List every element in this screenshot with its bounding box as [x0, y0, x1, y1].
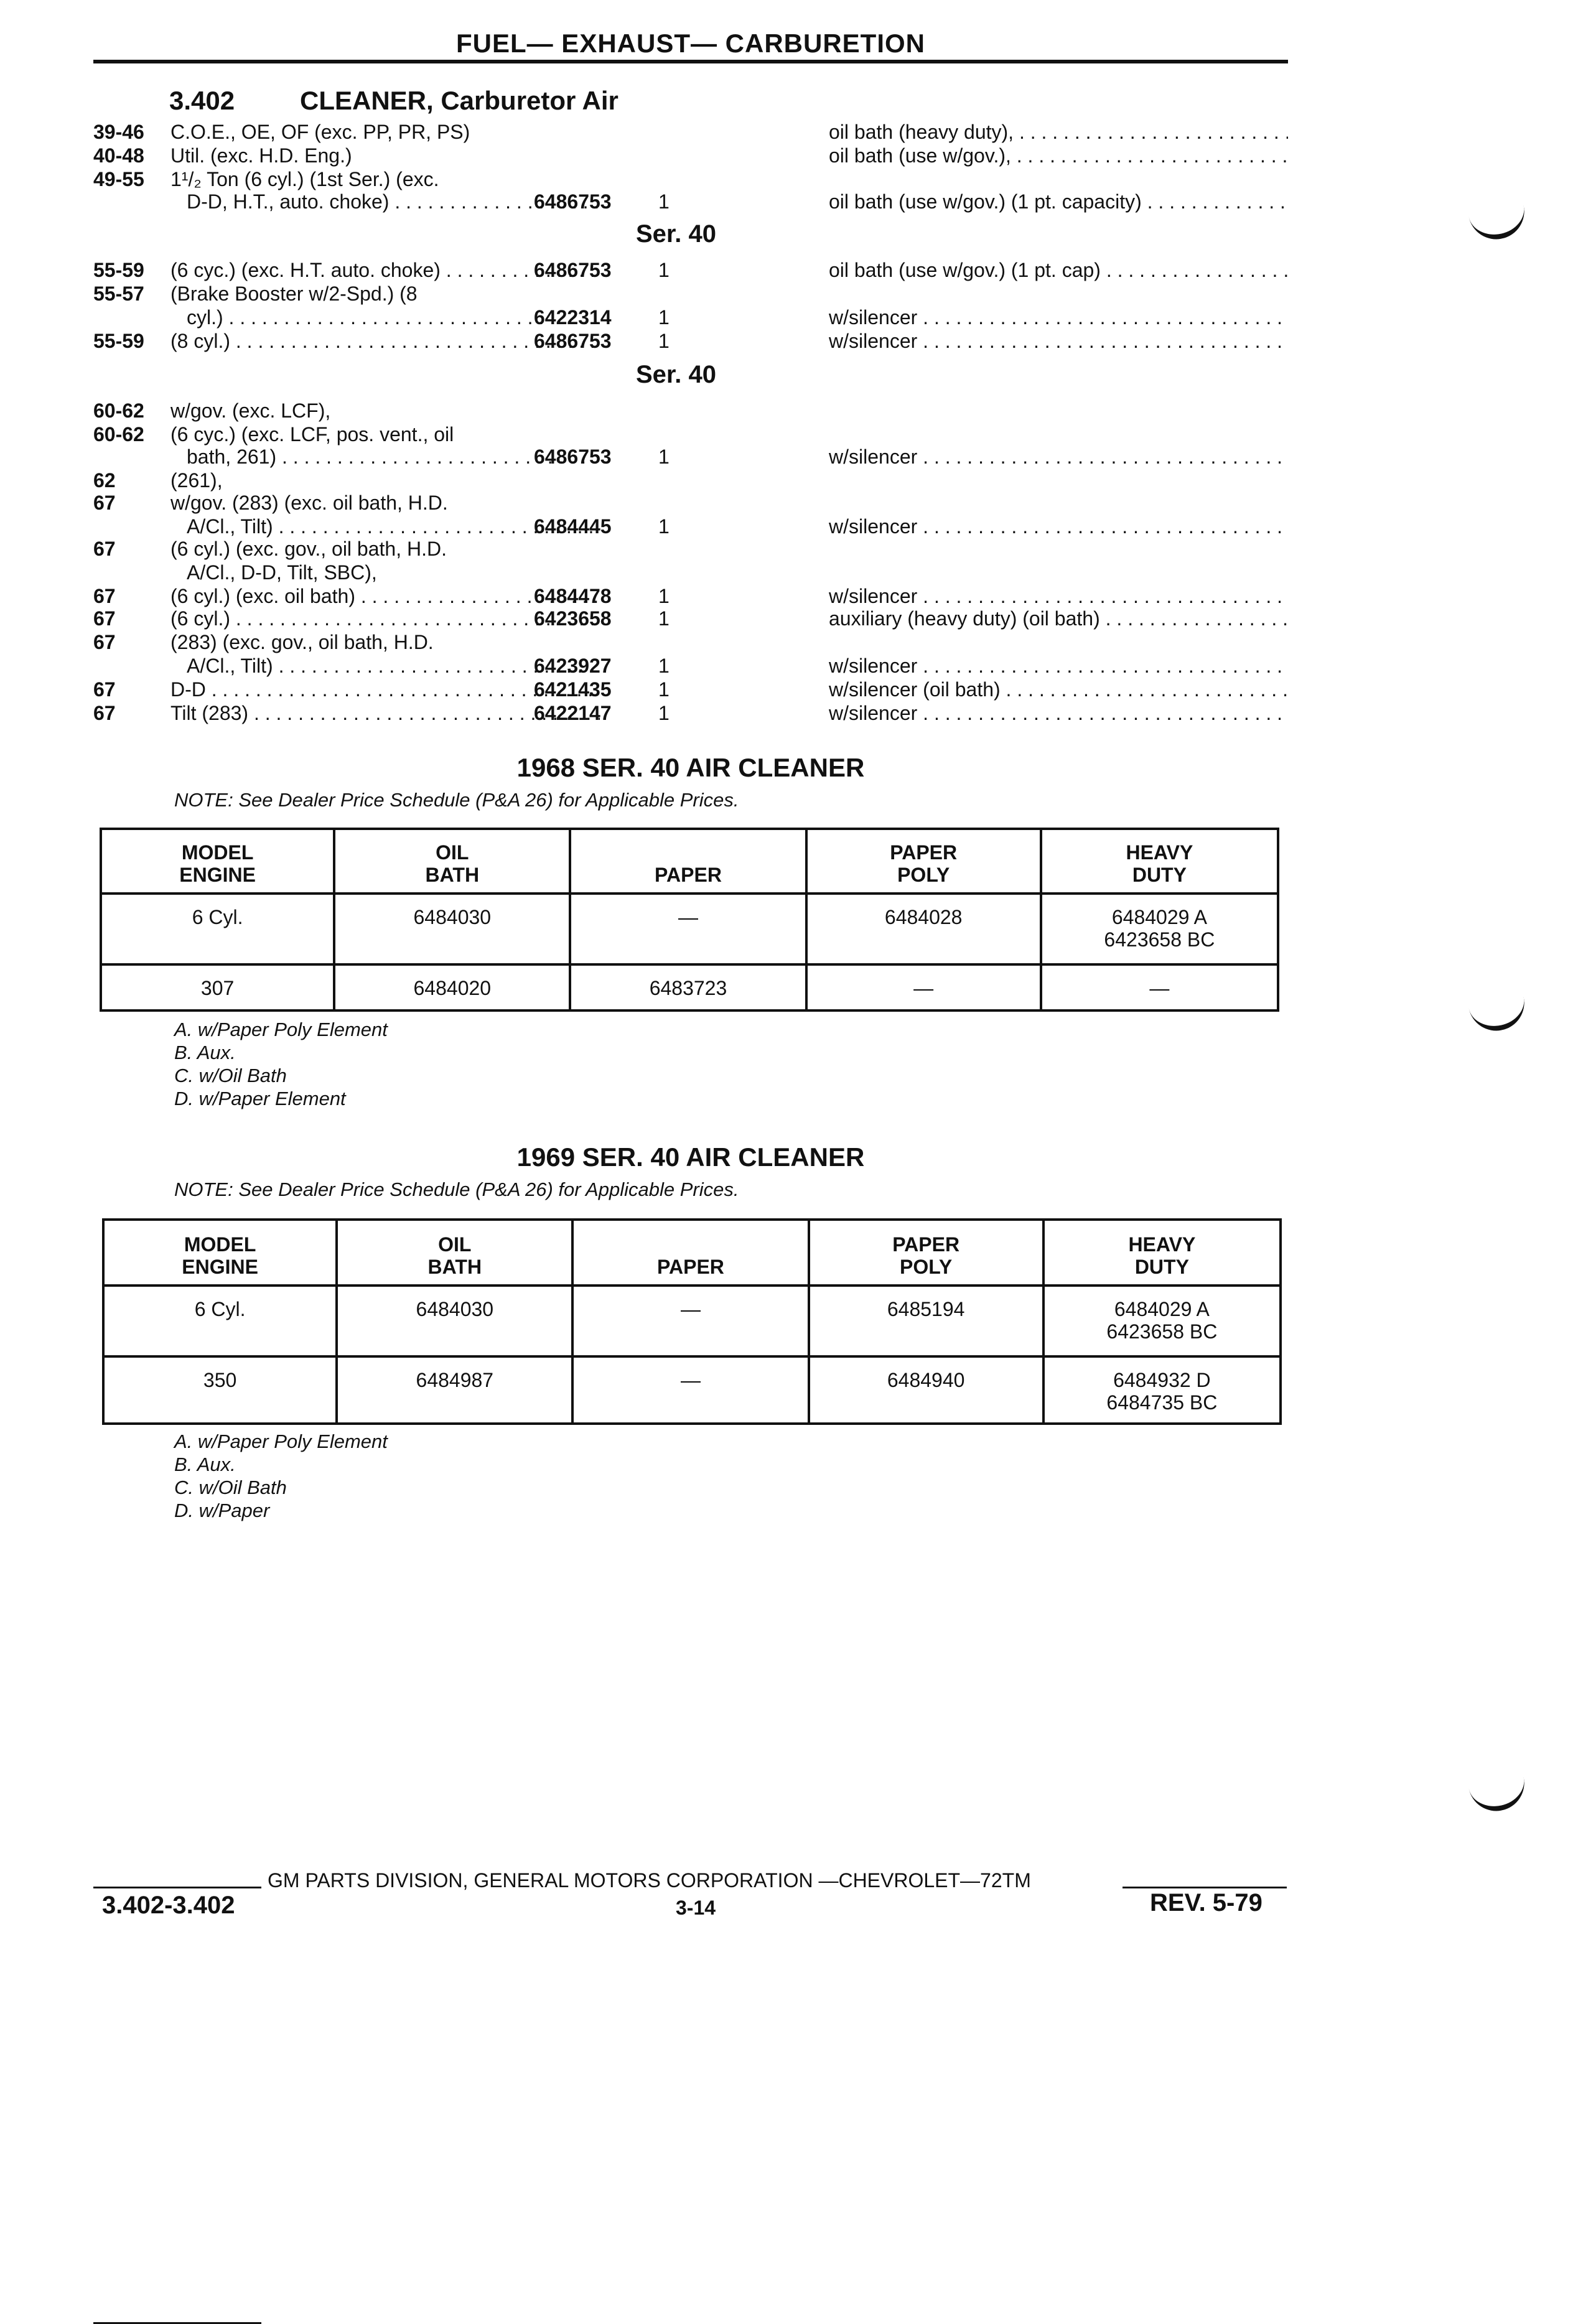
parts-remarks: w/silencer . . .	[829, 515, 1288, 538]
parts-qty: 1	[658, 446, 670, 468]
col-heavy-duty: HEAVY DUTY	[1043, 1220, 1281, 1286]
col-oil-bath: OIL BATH	[337, 1220, 572, 1286]
parts-remarks: oil bath (use w/gov.), . . .	[829, 144, 1288, 167]
parts-remarks: w/silencer . . .	[829, 655, 1288, 677]
section-heading	[169, 86, 618, 116]
cell-oil-bath: 6484030	[337, 1286, 572, 1356]
binder-hole-mark-2	[1468, 995, 1529, 1036]
parts-description: bath, 261) . . .	[187, 446, 600, 468]
parts-description: (283) (exc. gov., oil bath, H.D.	[170, 631, 434, 653]
parts-remarks: w/silencer . . .	[829, 702, 1288, 724]
parts-row	[93, 469, 1288, 492]
parts-row	[93, 561, 1288, 584]
cell-paper: —	[572, 1356, 808, 1424]
parts-number: 6486753	[534, 190, 612, 213]
table-1969-note: NOTE: See Dealer Price Schedule (P&A 26) for Applicable Prices.	[174, 1178, 739, 1200]
parts-qty: 1	[658, 306, 670, 329]
parts-row	[93, 144, 1288, 167]
parts-description: 1¹/₂ Ton (6 cyl.) (1st Ser.) (exc.	[170, 168, 439, 190]
parts-remarks: oil bath (use w/gov.) (1 pt. capacity) . . .	[829, 190, 1288, 213]
parts-description: A/Cl., D-D, Tilt, SBC),	[187, 561, 377, 584]
binder-hole-mark-3	[1468, 1775, 1529, 1816]
parts-description: (6 cyl.) (exc. oil bath) . . .	[170, 585, 600, 607]
cell-paper: —	[572, 1286, 808, 1356]
parts-row	[93, 585, 1288, 607]
table-1968-note: NOTE: See Dealer Price Schedule (P&A 26) for Applicable Prices.	[174, 789, 739, 811]
parts-description: C.O.E., OE, OF (exc. PP, PR, PS)	[170, 121, 470, 143]
parts-year: 67	[93, 631, 116, 653]
parts-description: cyl.) . . .	[187, 306, 600, 329]
parts-description: A/Cl., Tilt) . . .	[187, 515, 600, 538]
table-1968-title: 1968 SER. 40 AIR CLEANER	[516, 753, 865, 782]
parts-year: 39-46	[93, 121, 144, 143]
parts-remarks: w/silencer . . .	[829, 330, 1288, 352]
parts-year: 55-57	[93, 282, 144, 305]
cell-paper: 6483723	[570, 964, 806, 1010]
parts-row	[93, 678, 1288, 701]
cell-paper-poly: 6484940	[809, 1356, 1043, 1424]
cell-heavy-duty: 6484029 A 6423658 BC	[1043, 1286, 1281, 1356]
cell-engine: 350	[103, 1356, 337, 1424]
parts-qty: 1	[658, 190, 670, 213]
parts-description: (6 cyc.) (exc. H.T. auto. choke) . . .	[170, 259, 600, 281]
parts-number: 6422314	[534, 306, 612, 329]
parts-description: (6 cyc.) (exc. LCF, pos. vent., oil	[170, 423, 454, 446]
parts-year: 60-62	[93, 423, 144, 446]
parts-description: D-D . . .	[170, 678, 600, 701]
parts-description: (8 cyl.) . . .	[170, 330, 600, 352]
cell-paper-poly: 6485194	[809, 1286, 1043, 1356]
footer-rule-right-line	[1123, 1887, 1287, 1888]
footer-publisher: GM PARTS DIVISION, GENERAL MOTORS CORPORATION —CHEVROLET—72TM	[268, 1869, 1031, 1892]
col-heavy-duty: HEAVY DUTY	[1041, 829, 1278, 894]
parts-row	[93, 306, 1288, 329]
col-oil-bath: OIL BATH	[334, 829, 570, 894]
parts-qty: 1	[658, 585, 670, 607]
cell-oil-bath: 6484030	[334, 894, 570, 964]
cell-paper-poly: —	[806, 964, 1041, 1010]
parts-year: 67	[93, 607, 116, 630]
footer-section-range: 3.402-3.402	[102, 1892, 235, 1919]
parts-qty: 1	[658, 655, 670, 677]
col-paper-poly: PAPER POLY	[806, 829, 1041, 894]
parts-year: 67	[93, 538, 116, 560]
parts-description: Tilt (283) . . .	[170, 702, 600, 724]
parts-description: D-D, H.T., auto. choke) . . .	[187, 190, 600, 213]
air-cleaner-table-1968	[100, 828, 1279, 1012]
parts-description: (6 cyl.) . . .	[170, 607, 600, 630]
parts-remarks: oil bath (heavy duty), . . .	[829, 121, 1288, 143]
parts-description: w/gov. (283) (exc. oil bath, H.D.	[170, 492, 448, 514]
table-row	[103, 1286, 1281, 1356]
parts-qty: 1	[658, 678, 670, 701]
parts-description: w/gov. (exc. LCF),	[170, 399, 331, 422]
parts-year: 67	[93, 702, 116, 724]
parts-year: 55-59	[93, 330, 144, 352]
page-header-title: FUEL— EXHAUST— CARBURETION	[455, 29, 925, 58]
parts-row	[93, 399, 1288, 422]
parts-description: A/Cl., Tilt) . . .	[187, 655, 600, 677]
ser-label-1: Ser. 40	[636, 220, 717, 248]
parts-row	[93, 538, 1288, 560]
cell-paper-poly: 6484028	[806, 894, 1041, 964]
cell-heavy-duty: —	[1041, 964, 1278, 1010]
cell-paper: —	[570, 894, 806, 964]
col-paper: PAPER	[572, 1220, 808, 1286]
col-model-engine: MODEL ENGINE	[101, 829, 334, 894]
col-paper: PAPER	[570, 829, 806, 894]
ser-label-2: Ser. 40	[636, 361, 717, 388]
parts-description: (Brake Booster w/2-Spd.) (8	[170, 282, 418, 305]
cell-oil-bath: 6484020	[334, 964, 570, 1010]
section-number: 3.402	[169, 86, 235, 115]
parts-remarks: auxiliary (heavy duty) (oil bath) . . .	[829, 607, 1288, 630]
parts-year: 67	[93, 585, 116, 607]
parts-remarks: oil bath (use w/gov.) (1 pt. cap) . . .	[829, 259, 1288, 281]
parts-row	[93, 259, 1288, 281]
parts-row	[93, 702, 1288, 724]
parts-row	[93, 515, 1288, 538]
parts-number: 6421435	[534, 678, 612, 701]
footer-page-number: 3-14	[676, 1897, 716, 1919]
cell-engine: 6 Cyl.	[101, 894, 334, 964]
parts-row	[93, 607, 1288, 630]
parts-number: 6484445	[534, 515, 612, 538]
parts-number: 6484478	[534, 585, 612, 607]
table-row	[101, 894, 1278, 964]
parts-row	[93, 121, 1288, 143]
parts-remarks: w/silencer . . .	[829, 585, 1288, 607]
parts-row	[93, 190, 1288, 213]
parts-remarks: w/silencer . . .	[829, 306, 1288, 329]
cell-engine: 307	[101, 964, 334, 1010]
parts-remarks: w/silencer (oil bath) . . .	[829, 678, 1288, 701]
parts-remarks: w/silencer . . .	[829, 446, 1288, 468]
parts-row	[93, 631, 1288, 653]
air-cleaner-table-1969	[102, 1218, 1282, 1425]
binder-hole-mark-1	[1468, 203, 1529, 245]
section-title: CLEANER, Carburetor Air	[300, 86, 618, 115]
table-row	[101, 964, 1278, 1010]
parts-year: 67	[93, 492, 116, 514]
parts-row	[93, 282, 1288, 305]
parts-number: 6423927	[534, 655, 612, 677]
parts-year: 49-55	[93, 168, 144, 190]
parts-year: 60-62	[93, 399, 144, 422]
header-rule	[93, 60, 1288, 63]
cell-engine: 6 Cyl.	[103, 1286, 337, 1356]
parts-year: 55-59	[93, 259, 144, 281]
parts-row	[93, 423, 1288, 446]
parts-row	[93, 446, 1288, 468]
footer-rule-left-line	[93, 1887, 261, 1888]
table-1969-title: 1969 SER. 40 AIR CLEANER	[516, 1142, 865, 1172]
footer-revision: REV. 5-79	[1150, 1889, 1263, 1916]
parts-number: 6422147	[534, 702, 612, 724]
parts-row	[93, 168, 1288, 190]
cell-oil-bath: 6484987	[337, 1356, 572, 1424]
parts-qty: 1	[658, 330, 670, 352]
parts-row	[93, 492, 1288, 514]
parts-number: 6423658	[534, 607, 612, 630]
parts-row	[93, 655, 1288, 677]
cell-heavy-duty: 6484932 D 6484735 BC	[1043, 1356, 1281, 1424]
table-1968-footnotes: A. w/Paper Poly Element B. Aux. C. w/Oil Bath D. w/Paper Element	[174, 1019, 388, 1109]
parts-number: 6486753	[534, 259, 612, 281]
parts-qty: 1	[658, 515, 670, 538]
parts-qty: 1	[658, 702, 670, 724]
parts-number: 6486753	[534, 330, 612, 352]
parts-year: 40-48	[93, 144, 144, 167]
parts-year: 67	[93, 678, 116, 701]
cell-heavy-duty: 6484029 A 6423658 BC	[1041, 894, 1278, 964]
parts-description: (261),	[170, 469, 223, 492]
parts-year: 62	[93, 469, 116, 492]
table-1969-footnotes: A. w/Paper Poly Element B. Aux. C. w/Oil Bath D. w/Paper	[174, 1430, 388, 1521]
parts-number: 6486753	[534, 446, 612, 468]
col-paper-poly: PAPER POLY	[809, 1220, 1043, 1286]
col-model-engine: MODEL ENGINE	[103, 1220, 337, 1286]
parts-description: Util. (exc. H.D. Eng.)	[170, 144, 352, 167]
table-row	[103, 1356, 1281, 1424]
parts-description: (6 cyl.) (exc. gov., oil bath, H.D.	[170, 538, 447, 560]
parts-qty: 1	[658, 607, 670, 630]
parts-row	[93, 330, 1288, 352]
parts-qty: 1	[658, 259, 670, 281]
